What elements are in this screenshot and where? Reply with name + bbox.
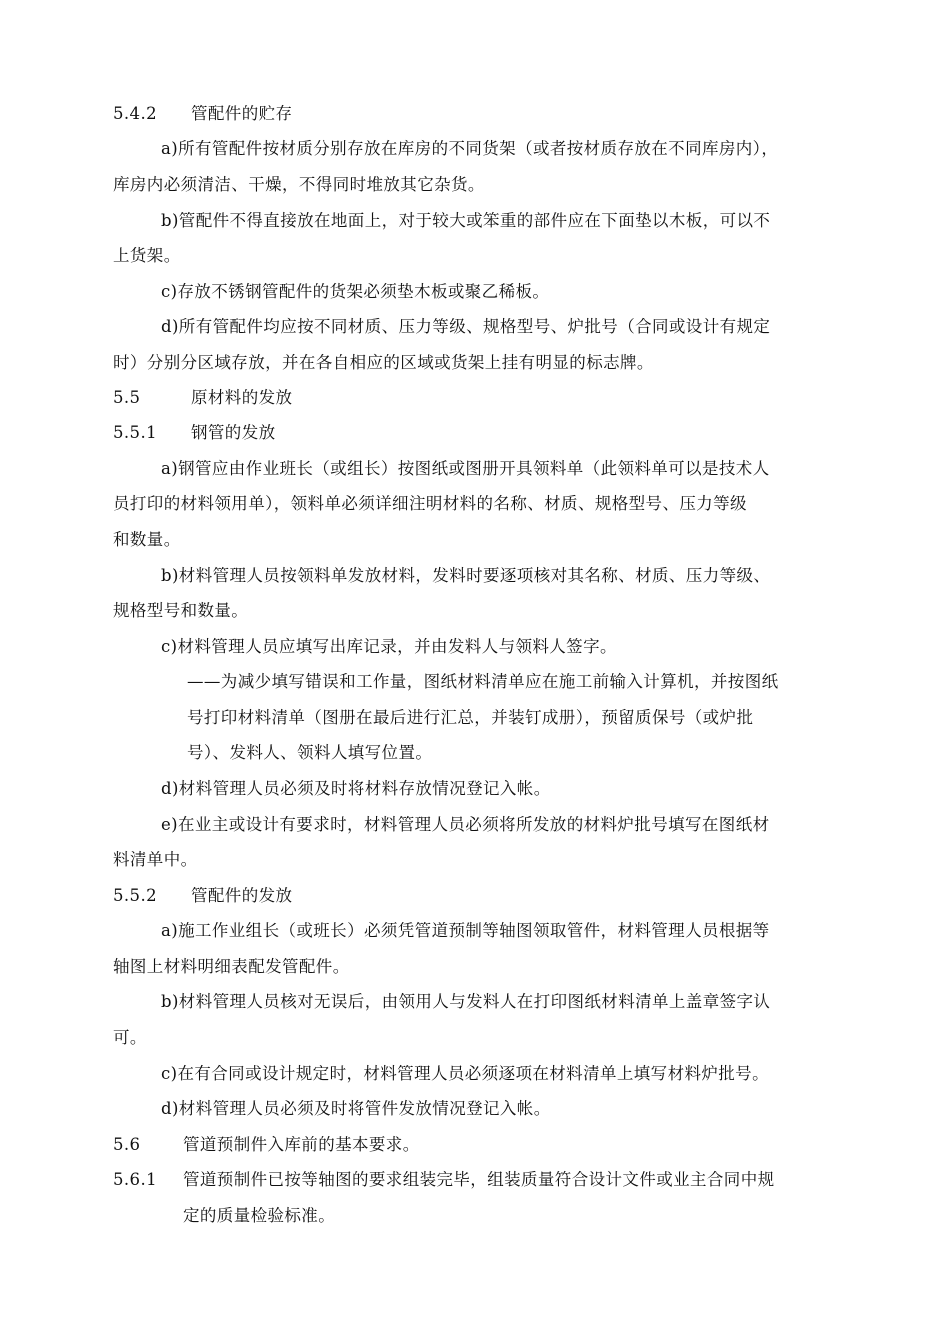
paragraph-line: b)材料管理人员按领料单发放材料，发料时要逐项核对其名称、材质、压力等级、 (161, 566, 771, 585)
paragraph-line: 定的质量检验标准。 (183, 1206, 336, 1225)
paragraph-line: d)所有管配件均应按不同材质、压力等级、规格型号、炉批号（合同或设计有规定 (161, 317, 771, 336)
section-title: 管道预制件已按等轴图的要求组装完毕，组装质量符合设计文件或业主合同中规 (183, 1170, 775, 1189)
section-heading-5-5-2 (113, 886, 292, 906)
section-number: 5.6 (113, 1135, 141, 1154)
section-heading-5-6-1 (113, 1170, 775, 1190)
paragraph-line: 可。 (113, 1028, 147, 1047)
section-number: 5.5.1 (113, 423, 157, 442)
section-title: 管配件的贮存 (191, 104, 293, 123)
section-heading-5-5 (113, 388, 292, 408)
paragraph-line: 员打印的材料领用单），领料单必须详细注明材料的名称、材质、规格型号、压力等级 (113, 494, 747, 513)
paragraph-line: 库房内必须清洁、干燥，不得同时堆放其它杂货。 (113, 175, 485, 194)
paragraph-line: d)材料管理人员必须及时将管件发放情况登记入帐。 (161, 1099, 551, 1118)
note-line: ——为减少填写错误和工作量，图纸材料清单应在施工前输入计算机，并按图纸 (187, 672, 779, 691)
section-title: 原材料的发放 (191, 388, 293, 407)
section-heading-5-4-2 (113, 104, 292, 124)
paragraph-line: 上货架。 (113, 246, 181, 265)
paragraph-line: 和数量。 (113, 530, 181, 549)
note-line: 号打印材料清单（图册在最后进行汇总，并装钉成册），预留质保号（或炉批 (187, 708, 754, 727)
section-heading-5-6 (113, 1135, 420, 1155)
section-number: 5.4.2 (113, 104, 157, 123)
section-title: 管配件的发放 (191, 886, 293, 905)
section-title: 钢管的发放 (191, 423, 276, 442)
section-number: 5.6.1 (113, 1170, 157, 1189)
paragraph-line: c)材料管理人员应填写出库记录，并由发料人与领料人签字。 (161, 637, 617, 656)
paragraph-line: a)钢管应由作业班长（或组长）按图纸或图册开具领料单（此领料单可以是技术人 (161, 459, 770, 478)
paragraph-line: 时）分别分区域存放，并在各自相应的区域或货架上挂有明显的标志牌。 (113, 353, 654, 372)
paragraph-line: e)在业主或设计有要求时，材料管理人员必须将所发放的材料炉批号填写在图纸材 (161, 815, 770, 834)
section-number: 5.5 (113, 388, 141, 407)
paragraph-line: 规格型号和数量。 (113, 601, 249, 620)
paragraph-line: 轴图上材料明细表配发管配件。 (113, 957, 350, 976)
section-number: 5.5.2 (113, 886, 157, 905)
paragraph-line: b)材料管理人员核对无误后，由领用人与发料人在打印图纸材料清单上盖章签字认 (161, 992, 771, 1011)
paragraph-line: a)所有管配件按材质分别存放在库房的不同货架（或者按材质存放在不同库房内）， (161, 139, 779, 158)
paragraph-line: b)管配件不得直接放在地面上，对于较大或笨重的部件应在下面垫以木板，可以不 (161, 211, 771, 230)
paragraph-line: c)存放不锈钢管配件的货架必须垫木板或聚乙稀板。 (161, 282, 550, 301)
paragraph-line: c)在有合同或设计规定时，材料管理人员必须逐项在材料清单上填写材料炉批号。 (161, 1064, 769, 1083)
paragraph-line: a)施工作业组长（或班长）必须凭管道预制等轴图领取管件，材料管理人员根据等 (161, 921, 770, 940)
note-line: 号）、发料人、领料人填写位置。 (187, 743, 433, 762)
paragraph-line: 料清单中。 (113, 850, 198, 869)
section-heading-5-5-1 (113, 423, 276, 443)
paragraph-line: d)材料管理人员必须及时将材料存放情况登记入帐。 (161, 779, 551, 798)
section-title: 管道预制件入库前的基本要求。 (183, 1135, 420, 1154)
